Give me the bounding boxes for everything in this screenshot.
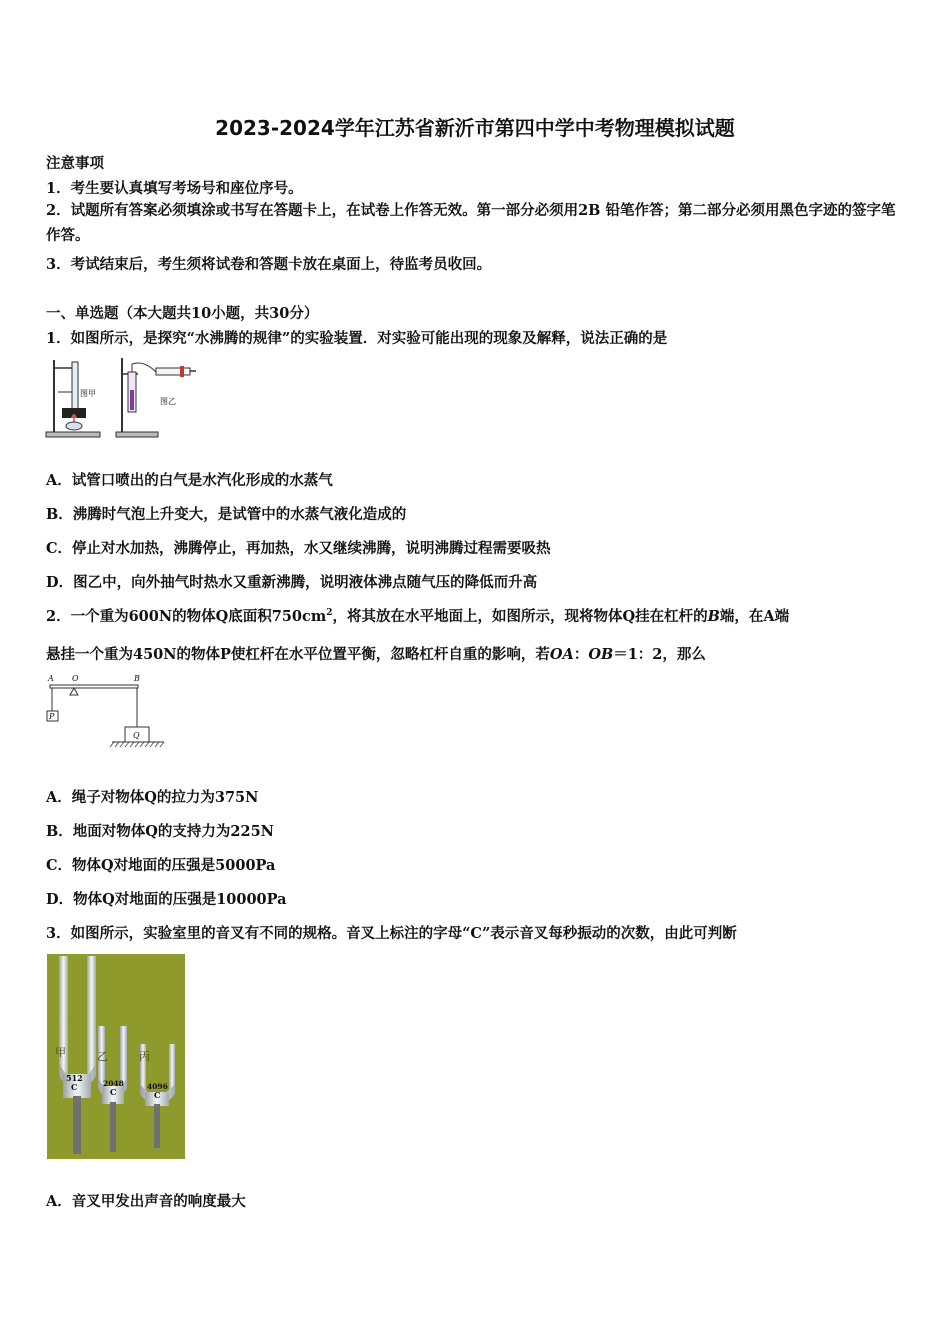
q1-option-a: A．试管口喷出的白气是水汽化形成的水蒸气 (46, 472, 333, 489)
fork-name-yi: 乙 (97, 1050, 108, 1063)
lever-label-a: A (48, 674, 54, 683)
notice-item-3: 3．考试结束后，考生须将试卷和答题卡放在桌面上，待监考员收回。 (46, 256, 492, 273)
tuning-forks-illustration (47, 954, 185, 1159)
q2-stem2-oa: OA (549, 646, 574, 663)
boiling-apparatus-illustration (44, 352, 199, 444)
q2-stem-line1 (46, 605, 789, 626)
q2-option-d: D．物体Q对地面的压强是10000Pa (46, 891, 287, 908)
q1-stem: 1．如图所示，是探究“水沸腾的规律”的实验装置．对实验可能出现的现象及解释，说法正确的是 (46, 330, 668, 347)
q2-stem-sup: 2 (326, 608, 333, 619)
q2-stem-b: ，将其放在水平地面上，如图所示，现将物体Q挂在杠杆的 (332, 608, 708, 625)
fork-name-jia: 甲 (55, 1046, 66, 1059)
notice-heading: 注意事项 (46, 155, 104, 172)
q2-stem2-a: 悬挂一个重为450N的物体P使杠杆在水平位置平衡，忽略杠杆自重的影响，若 (46, 646, 550, 663)
q2-stem2-c: ＝1：2，那么 (613, 646, 706, 663)
q2-option-c: C．物体Q对地面的压强是5000Pa (46, 857, 276, 874)
q1-figure (44, 352, 199, 444)
q2-stem-b-italic: B (707, 608, 720, 625)
fig-label-yi: 图乙 (160, 397, 176, 406)
q3-option-a: A．音叉甲发出声音的响度最大 (46, 1193, 246, 1210)
lever-label-p: P (49, 712, 55, 721)
q2-option-a: A．绳子对物体Q的拉力为375N (46, 789, 259, 806)
fork-freq-bing: 4096 (147, 1082, 168, 1091)
fork-freq-jia: 512 (66, 1073, 83, 1083)
tuning-fork-photo (47, 954, 185, 1159)
q1-option-d: D．图乙中，向外抽气时热水又重新沸腾，说明液体沸点随气压的降低而升高 (46, 574, 538, 591)
q1-option-b: B．沸腾时气泡上升变大，是试管中的水蒸气液化造成的 (46, 506, 407, 523)
q3-stem: 3．如图所示，实验室里的音叉有不同的规格。音叉上标注的字母“C”表示音叉每秒振动的次数，由此可判断 (46, 925, 737, 942)
q2-lever-figure (44, 673, 169, 751)
fork-freq-yi: 2048 (103, 1079, 124, 1088)
fork-letter-jia: C (71, 1082, 78, 1092)
lever-label-o: O (72, 674, 79, 683)
lever-label-q: Q (133, 731, 140, 740)
q1-option-c: C．停止对水加热，沸腾停止，再加热，水又继续沸腾，说明沸腾过程需要吸热 (46, 540, 551, 557)
q2-option-b: B．地面对物体Q的支持力为225N (46, 823, 274, 840)
fork-letter-bing: C (154, 1090, 161, 1100)
notice-item-2: 2．试题所有答案必须填涂或书写在答题卡上，在试卷上作答无效。第一部分必须用2B 铅笔作答；第二部分必须用黑色字迹的签字笔作答。 (46, 202, 896, 244)
lever-diagram (44, 673, 169, 751)
fig-label-jia: 图甲 (80, 389, 96, 398)
q2-stem2-colon: ： (573, 646, 589, 663)
q2-stem-line2 (46, 643, 706, 664)
notice-item-1: 1．考生要认真填写考场号和座位序号。 (46, 180, 303, 197)
fork-name-bing: 丙 (139, 1050, 150, 1063)
q2-stem-a: 2．一个重为600N的物体Q底面积750cm (46, 608, 327, 625)
page-title: 2023-2024学年江苏省新沂市第四中学中考物理模拟试题 (215, 116, 735, 140)
section-heading: 一、单选题（本大题共10小题，共30分） (46, 305, 319, 322)
q2-stem2-ob: OB (588, 646, 614, 663)
fork-letter-yi: C (110, 1087, 117, 1097)
lever-label-b: B (134, 674, 140, 683)
q2-stem-c: 端，在A端 (719, 608, 790, 625)
